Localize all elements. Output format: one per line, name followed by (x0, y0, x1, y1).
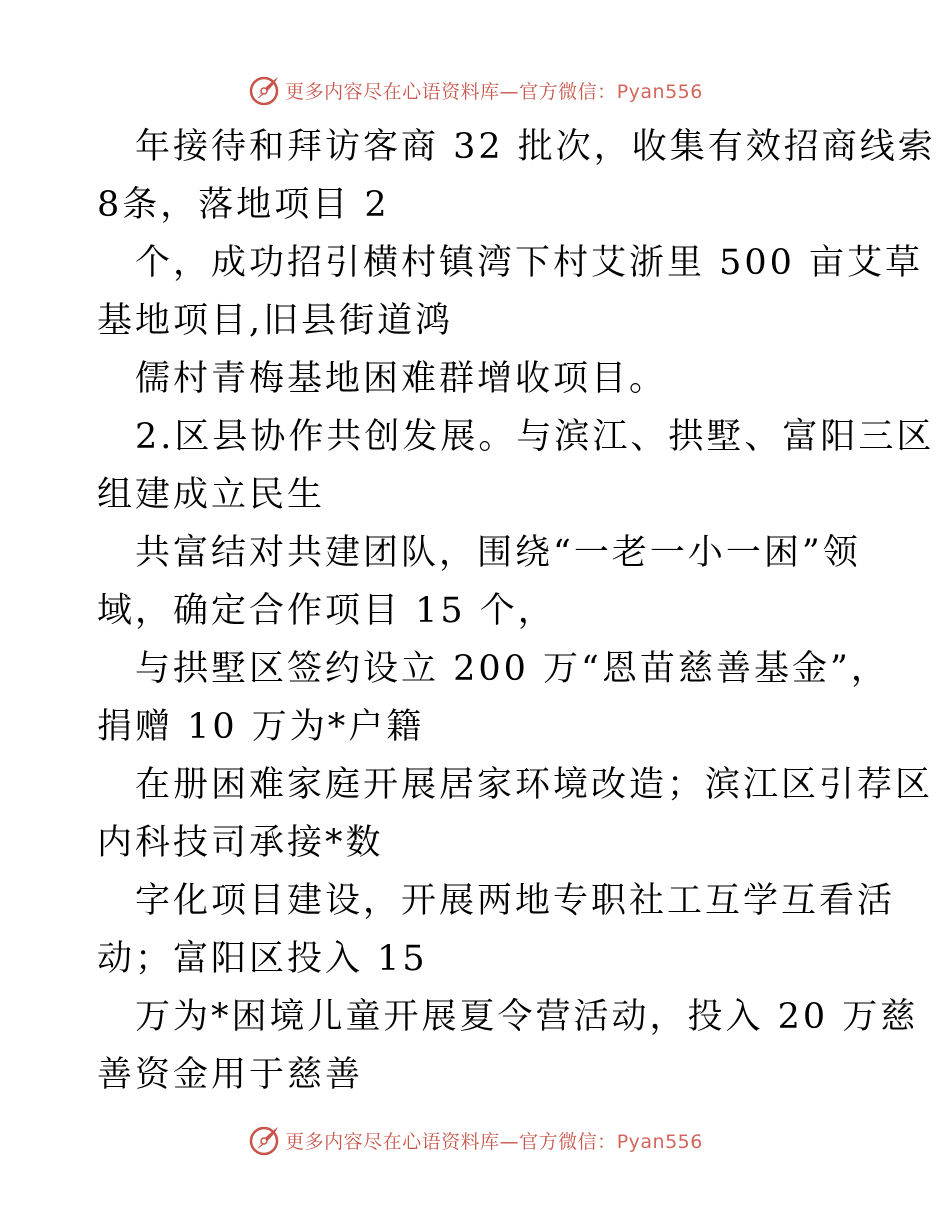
document-line: 个，成功招引横村镇湾下村艾浙里 500 亩艾草 (135, 243, 924, 283)
watermark-main: 更多内容尽在心语资料库 (285, 80, 500, 103)
quill-pen-circle-icon (247, 72, 283, 108)
document-body (97, 118, 936, 1104)
document-line: 域，确定合作项目 15 个， (97, 591, 556, 631)
watermark-handle: Pyan556 (616, 80, 703, 103)
document-line: 儒村青梅基地困难群增收项目。 (135, 359, 668, 399)
watermark-handle: Pyan556 (616, 1130, 703, 1153)
document-line: 字化项目建设，开展两地专职社工互学互看活 (135, 881, 896, 921)
document-line: 年接待和拜访客商 32 批次，收集有效招商线索 (135, 127, 936, 167)
document-line: 捐赠 10 万为*户籍 (97, 707, 425, 747)
document-line: 与拱墅区签约设立 200 万“恩苗慈善基金”， (135, 649, 889, 689)
document-line: 动；富阳区投入 15 (97, 939, 428, 979)
quill-pen-circle-icon (247, 1122, 283, 1158)
watermark-separator: —官方微信： (499, 1130, 617, 1153)
document-line: 在册困难家庭开展居家环境改造；滨江区引荐区 (135, 765, 934, 805)
document-line: 共富结对共建团队，围绕“一老一小一困”领 (135, 533, 861, 573)
document-line: 万为*困境儿童开展夏令营活动，投入 20 万慈 (135, 997, 919, 1037)
header-watermark (0, 70, 950, 110)
document-line: 组建成立民生 (97, 475, 326, 515)
document-line: 8条，落地项目 2 (97, 185, 390, 225)
document-line: 善资金用于慈善 (97, 1055, 364, 1095)
document-line: 基地项目,旧县街道鸿 (97, 301, 454, 341)
watermark-text (285, 77, 703, 104)
document-line: 2.区县协作共创发展。与滨江、拱墅、富阳三区 (135, 417, 935, 457)
watermark-main: 更多内容尽在心语资料库 (285, 1130, 500, 1153)
watermark-text (285, 1127, 703, 1154)
watermark-separator: —官方微信： (499, 80, 617, 103)
footer-watermark (0, 1120, 950, 1160)
document-line: 内科技司承接*数 (97, 823, 384, 863)
